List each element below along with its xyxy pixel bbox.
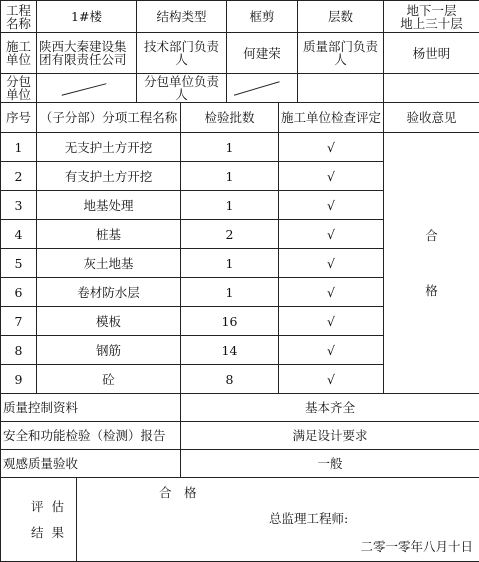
contractor-label: 施工 单位 xyxy=(1,33,37,74)
opinion-value xyxy=(384,133,479,394)
evaluation-label xyxy=(1,478,77,562)
evaluation-row xyxy=(1,478,479,562)
row-check: √ xyxy=(279,278,384,307)
row-check: √ xyxy=(279,220,384,249)
row-item-name: 无支护土方开挖 xyxy=(37,133,181,162)
opinion-line-2: 格 xyxy=(386,284,477,297)
row-check: √ xyxy=(279,191,384,220)
strike-line-icon xyxy=(227,74,297,102)
opinion-line-1: 合 xyxy=(386,229,477,242)
row-seq: 5 xyxy=(1,249,37,278)
row-batches: 1 xyxy=(181,191,279,220)
row-seq: 2 xyxy=(1,162,37,191)
row-item-name: 地基处理 xyxy=(37,191,181,220)
row-batches: 1 xyxy=(181,278,279,307)
row-item-name: 模板 xyxy=(37,307,181,336)
subcontractor-head-value-struck xyxy=(227,74,298,103)
structure-type-value: 框剪 xyxy=(227,1,298,33)
row-check: √ xyxy=(279,162,384,191)
row-batches: 8 xyxy=(181,365,279,394)
floors-label: 层数 xyxy=(298,1,384,33)
summary-label: 质量控制资料 xyxy=(1,394,181,422)
structure-type-label: 结构类型 xyxy=(137,1,227,33)
row-batches: 2 xyxy=(181,220,279,249)
row-item-name: 灰土地基 xyxy=(37,249,181,278)
check-header: 施工单位检查评定 xyxy=(279,103,384,133)
summary-label: 安全和功能检验（检测）报告 xyxy=(1,422,181,450)
evaluation-result: 合 格 xyxy=(159,486,197,499)
empty-cell xyxy=(298,74,384,103)
evaluation-content xyxy=(77,478,479,562)
row-seq: 9 xyxy=(1,365,37,394)
row-batches: 1 xyxy=(181,133,279,162)
row-seq: 3 xyxy=(1,191,37,220)
summary-value: 满足设计要求 xyxy=(181,422,479,450)
summary-label: 观感质量验收 xyxy=(1,450,181,478)
summary-value: 一般 xyxy=(181,450,479,478)
row-check: √ xyxy=(279,365,384,394)
contractor-value: 陕西大秦建设集团有限责任公司 xyxy=(37,33,137,74)
floors-value: 地下一层 地上三十层 xyxy=(384,1,479,33)
quality-head-value: 杨世明 xyxy=(384,33,479,74)
subcontractor-label: 分包 单位 xyxy=(1,74,37,103)
row-item-name: 桩基 xyxy=(37,220,181,249)
seq-header: 序号 xyxy=(1,103,37,133)
subcontractor-head-label: 分包单位负责人 xyxy=(137,74,227,103)
project-name-label: 工程 名称 xyxy=(1,1,37,33)
summary-row xyxy=(1,422,479,450)
row-item-name: 卷材防水层 xyxy=(37,278,181,307)
row-check: √ xyxy=(279,336,384,365)
evaluation-label-line-1: 评 估 xyxy=(23,494,74,520)
tech-head-value: 何建荣 xyxy=(227,33,298,74)
row-check: √ xyxy=(279,307,384,336)
opinion-header: 验收意见 xyxy=(384,103,479,133)
row-seq: 7 xyxy=(1,307,37,336)
subcontractor-value-struck xyxy=(37,74,137,103)
row-seq: 4 xyxy=(1,220,37,249)
row-item-name: 砼 xyxy=(37,365,181,394)
row-batches: 14 xyxy=(181,336,279,365)
row-batches: 16 xyxy=(181,307,279,336)
summary-row xyxy=(1,394,479,422)
tech-head-label: 技术部门负责人 xyxy=(137,33,227,74)
row-seq: 8 xyxy=(1,336,37,365)
summary-row xyxy=(1,450,479,478)
row-batches: 1 xyxy=(181,249,279,278)
supervisor-signature-label: 总监理工程师: xyxy=(269,512,348,525)
row-seq: 1 xyxy=(1,133,37,162)
empty-cell xyxy=(384,74,479,103)
strike-line-icon xyxy=(37,74,136,102)
row-batches: 1 xyxy=(181,162,279,191)
row-item-name: 有支护土方开挖 xyxy=(37,162,181,191)
evaluation-date: 二零一零年八月十日 xyxy=(361,540,474,553)
row-seq: 6 xyxy=(1,278,37,307)
evaluation-label-line-2: 结 果 xyxy=(23,520,74,546)
row-item-name: 钢筋 xyxy=(37,336,181,365)
row-check: √ xyxy=(279,133,384,162)
batches-header: 检验批数 xyxy=(181,103,279,133)
quality-head-label: 质量部门负责人 xyxy=(298,33,384,74)
item-header: （子分部）分项工程名称 xyxy=(37,103,181,133)
row-check: √ xyxy=(279,249,384,278)
project-name-value: 1#楼 xyxy=(37,1,137,33)
summary-value: 基本齐全 xyxy=(181,394,479,422)
table-row xyxy=(1,133,479,162)
